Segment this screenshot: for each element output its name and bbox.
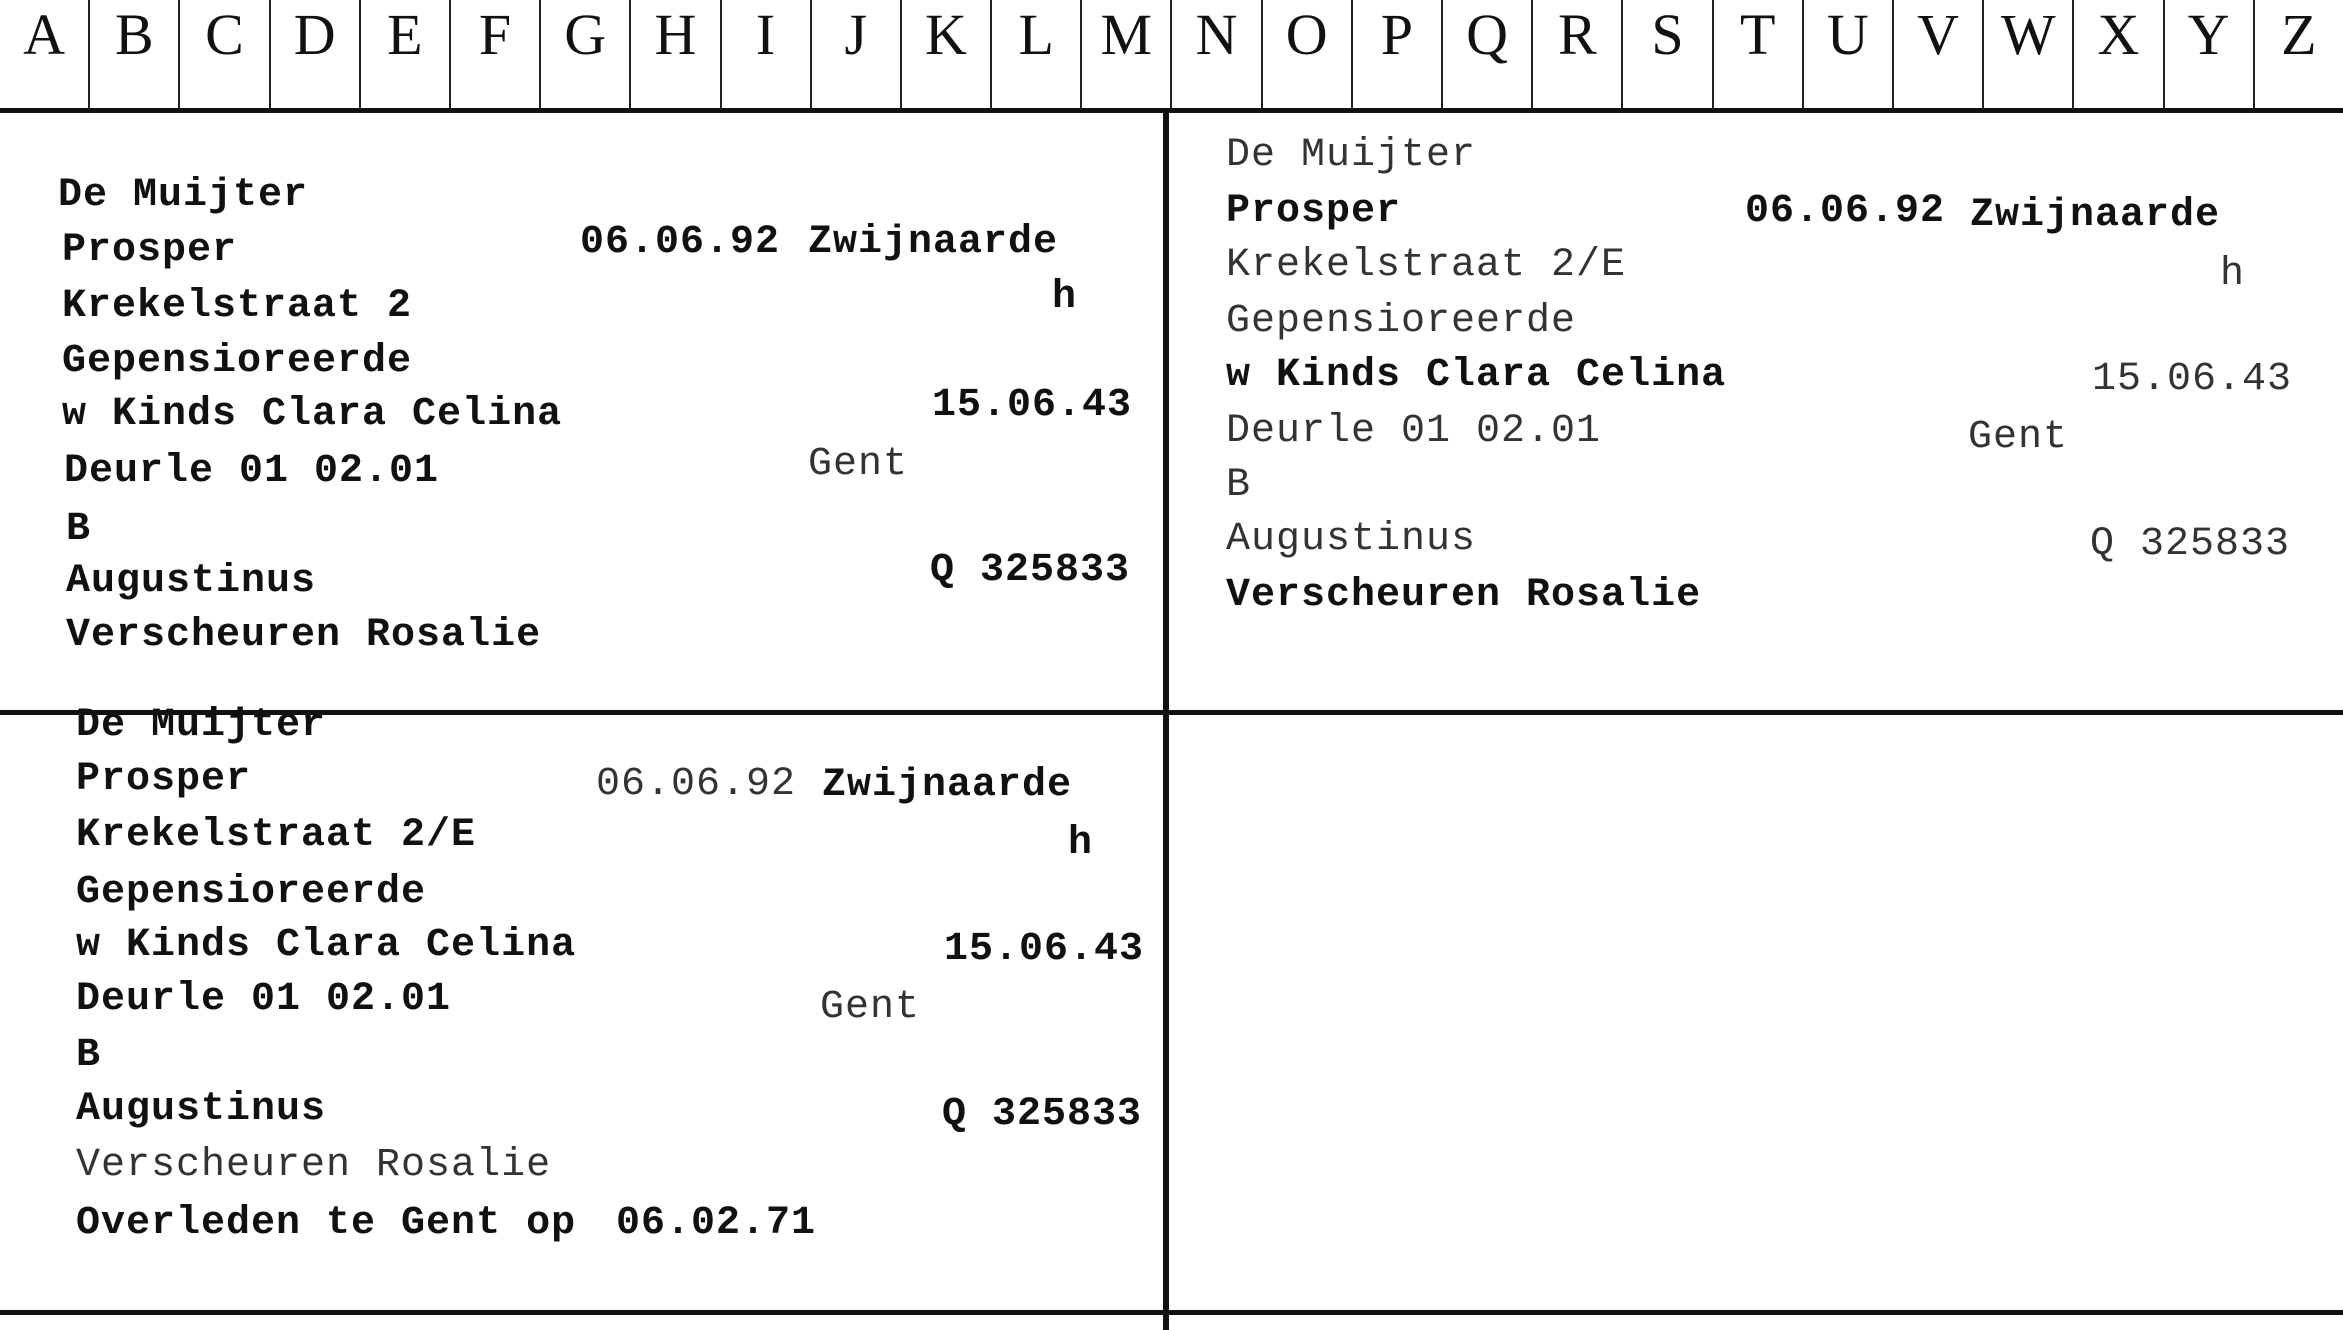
card-street: Krekelstraat 2/E [1226,243,1627,288]
card-spouse: w Kinds Clara Celina [1226,353,1727,398]
card-firstname: Prosper [1226,189,1402,234]
card-city: Gent [808,442,909,487]
index-letter-a: A [0,0,90,108]
card-firstname: Prosper [76,757,252,802]
card-birth-place: Zwijnaarde [822,763,1073,808]
card-spouse: w Kinds Clara Celina [62,392,563,437]
card-father: Augustinus [1226,517,1477,562]
card-date2: 15.06.43 [2092,357,2293,402]
index-letter-f: F [451,0,541,108]
index-letter-g: G [541,0,631,108]
index-letter-i: I [722,0,812,108]
index-letter-s: S [1623,0,1713,108]
card-residence: Deurle 01 02.01 [1226,409,1602,454]
card-id-number: Q 325833 [942,1092,1143,1137]
card-birth-date: 06.06.92 [596,762,797,807]
card-occupation: Gepensioreerde [1226,299,1577,344]
card-letter: B [66,507,92,552]
card-surname: De Muijter [58,173,309,218]
card-sex: h [1052,275,1078,320]
index-letter-z: Z [2281,2,2317,67]
index-letter-b: B [90,0,180,108]
card-mother: Verscheuren Rosalie [76,1143,552,1188]
index-letter-w: W [1984,0,2074,108]
index-letter-n: N [1172,0,1262,108]
card-birth-date: 06.06.92 [580,220,781,265]
index-letter-u: U [1804,0,1894,108]
card-city: Gent [820,985,921,1030]
card-id-number: Q 325833 [930,548,1131,593]
index-letter-q: Q [1443,0,1533,108]
card-mother: Verscheuren Rosalie [66,613,542,658]
bottom-rule [0,1310,2343,1315]
index-letter-c: C [180,0,270,108]
card-father: Augustinus [66,559,317,604]
card-letter: B [76,1033,102,1078]
index-letter-m: M [1082,0,1172,108]
card-residence: Deurle 01 02.01 [76,977,452,1022]
index-letter-o: O [1263,0,1353,108]
index-letter-x: X [2074,0,2164,108]
card-firstname: Prosper [62,228,238,273]
card-date2: 15.06.43 [944,927,1145,972]
card-id-number: Q 325833 [2090,522,2291,567]
card-street: Krekelstraat 2 [62,284,413,329]
card-residence: Deurle 01 02.01 [64,449,440,494]
card-occupation: Gepensioreerde [76,870,427,915]
card-sex: h [1068,821,1094,866]
card-street: Krekelstraat 2/E [76,813,477,858]
card-father: Augustinus [76,1087,327,1132]
index-letter-e: E [361,0,451,108]
index-letter-k: K [902,0,992,108]
index-letter-r: R [1533,0,1623,108]
card-spouse: w Kinds Clara Celina [76,923,577,968]
index-letter-l: L [992,0,1082,108]
index-letter-y: Y [2165,0,2255,108]
card-city: Gent [1968,415,2069,460]
card-surname: De Muijter [1226,133,1477,178]
index-letter-p: P [1353,0,1443,108]
card-birth-place: Zwijnaarde [1970,193,2221,238]
card-date2: 15.06.43 [932,383,1133,428]
vertical-divider [1163,113,1169,1330]
card-death-date: 06.02.71 [616,1201,817,1246]
card-birth-date: 06.06.92 [1745,189,1946,234]
card-occupation: Gepensioreerde [62,339,413,384]
horizontal-divider [0,710,2343,715]
alphabet-index-strip [0,0,2343,113]
card-death-note: Overleden te Gent op [76,1201,577,1246]
index-letter-t: T [1714,0,1804,108]
card-birth-place: Zwijnaarde [808,220,1059,265]
index-letter-d: D [271,0,361,108]
card-mother: Verscheuren Rosalie [1226,573,1702,618]
card-letter: B [1226,463,1252,508]
index-letter-j: J [812,0,902,108]
card-surname: De Muijter [76,703,327,748]
card-sex: h [2220,252,2246,297]
index-letter-h: H [631,0,721,108]
index-letter-v: V [1894,0,1984,108]
